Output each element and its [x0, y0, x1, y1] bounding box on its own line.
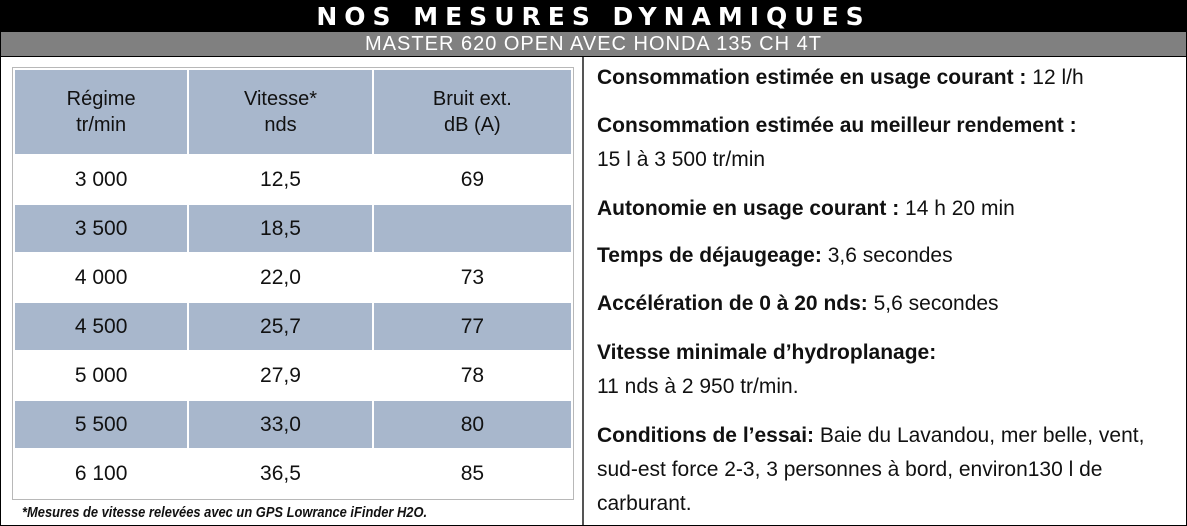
- cell-regime: 5 500: [15, 401, 187, 448]
- measure-value: 3,6 secondes: [827, 244, 953, 267]
- cell-regime: 4 500: [15, 303, 187, 350]
- measure-conso-courant: [597, 61, 1177, 95]
- measure-acceleration: [597, 287, 1177, 321]
- measure-autonomie: [597, 192, 1177, 226]
- cell-bruit: 85: [460, 461, 485, 485]
- measure-label: Accélération de 0 à 20 nds:: [597, 292, 868, 315]
- measures-panel: [597, 57, 1182, 525]
- header-vitesse-line2: nds: [264, 114, 297, 136]
- rpm-table-panel: [2, 57, 584, 525]
- cell-vitesse: 25,7: [189, 303, 371, 350]
- measure-value: 12 l/h: [1032, 66, 1084, 89]
- cell-bruit: 80: [374, 401, 571, 448]
- header-vitesse: [189, 70, 371, 154]
- cell-bruit: [374, 205, 571, 252]
- measure-conditions: [597, 419, 1177, 521]
- cell-vitesse: 33,0: [189, 401, 371, 448]
- cell-vitesse: 22,0: [260, 265, 301, 289]
- measure-label: Autonomie en usage courant :: [597, 197, 900, 220]
- header-bruit-line2: dB (A): [444, 114, 501, 136]
- cell-vitesse: 12,5: [260, 167, 301, 191]
- cell-vitesse: 27,9: [260, 363, 301, 387]
- measure-conso-rendement: [597, 109, 1177, 177]
- measure-label: Consommation estimée en usage courant :: [597, 66, 1027, 89]
- measure-hydroplanage: [597, 336, 1177, 404]
- header-vitesse-line1: Vitesse*: [243, 88, 317, 110]
- measure-label: Conditions de l’essai:: [597, 424, 815, 447]
- cell-bruit: 77: [374, 303, 571, 350]
- cell-regime: 4 000: [74, 265, 128, 289]
- measure-value: 15 l à 3 500 tr/min: [597, 148, 766, 171]
- header-regime: [15, 70, 187, 154]
- header-bruit-line1: Bruit ext.: [432, 88, 512, 110]
- cell-bruit: 73: [460, 265, 485, 289]
- table-row: [15, 205, 571, 252]
- cell-bruit: 69: [460, 167, 485, 191]
- table-row: [15, 254, 571, 301]
- header-bruit: [374, 70, 571, 154]
- table-row: [15, 401, 571, 448]
- section-title: NOS MESURES DYNAMIQUES: [1, 1, 1186, 32]
- table-row: [15, 352, 571, 399]
- boat-model-subtitle: MASTER 620 OPEN AVEC HONDA 135 CH 4T: [1, 32, 1186, 57]
- speed-footnote: *Mesures de vitesse relevées avec un GPS Lowrance iFinder H2O.: [22, 504, 428, 521]
- table-row: [15, 303, 571, 350]
- header-regime-line1: Régime: [66, 88, 136, 110]
- measure-label: Consommation estimée au meilleur rendement :: [597, 114, 1077, 137]
- measure-value: 14 h 20 min: [905, 197, 1015, 220]
- measure-value: 11 nds à 2 950 tr/min.: [597, 375, 799, 398]
- measure-label: Temps de déjaugeage:: [597, 244, 822, 267]
- measure-dejaugeage: [597, 239, 1177, 273]
- cell-regime: 3 500: [15, 205, 187, 252]
- measure-value: Baie du Lavandou, mer belle, vent, sud-est force 2-3, 3 personnes à bord, environ130 l de carburant.: [597, 424, 1145, 515]
- cell-vitesse: 18,5: [189, 205, 371, 252]
- cell-regime: 5 000: [74, 363, 128, 387]
- measure-label: Vitesse minimale d’hydroplanage:: [597, 341, 937, 364]
- cell-regime: 3 000: [74, 167, 128, 191]
- cell-vitesse: 36,5: [260, 461, 301, 485]
- measure-value: 5,6 secondes: [873, 292, 999, 315]
- table-row: [15, 450, 571, 497]
- table-header-row: [15, 70, 571, 154]
- header-regime-line2: tr/min: [76, 114, 127, 136]
- rpm-speed-noise-table: [12, 67, 574, 500]
- cell-bruit: 78: [460, 363, 485, 387]
- table-row: [15, 156, 571, 203]
- cell-regime: 6 100: [74, 461, 128, 485]
